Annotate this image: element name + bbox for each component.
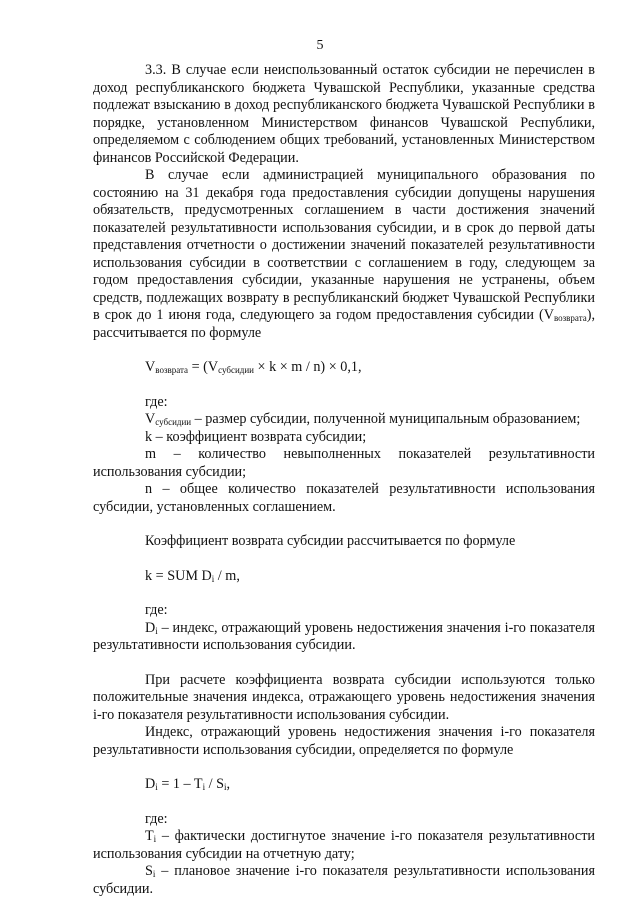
- paragraph-violations-end: ), рассчитывается по формуле: [93, 307, 596, 341]
- paragraph-violations: В случае если администрацией муниципального образования по состоянию на 31 декабря года предоставления субсидии допущены нарушения обязательств, предусмотренных соглашением в части достижения значений показателей результативности использования субсидии, и в срок до первой даты представления отчетности о достижении значений показателей результативности использования субсидии в соответствии с соглашением в году, следующем за годом предоставления субсидии, указанные нарушения не устранены, объем средств, подлежащих возврату в республиканский бюджет Чувашской Республики в срок до 1 июня года, следующего за годом предоставления субсидии $(V_{возврата})$, рассчитывается по формуле: [93, 167, 596, 341]
- where-label-3: где:: [145, 810, 168, 827]
- formula-coefficient: k = SUM $D_i$ / m,: [145, 567, 240, 584]
- page-number: 5: [316, 38, 324, 53]
- paragraph-index: Индекс, отражающий уровень недостижения значения i-го показателя результативности использования субсидии, определяется по формуле: [93, 724, 595, 758]
- v-symbol: V: [543, 307, 554, 323]
- document-body: [93, 62, 595, 898]
- definition-k: k – коэффициент возврата субсидии;: [145, 428, 367, 445]
- paragraph-3-3: 3.3. В случае если неиспользованный остаток субсидии не перечислен в доход республиканского бюджета Чувашской Республики, указанные средства подлежат взысканию в доход республиканского бюджета Чувашской Республики в порядке, установленном Министерством финансов Чувашской Республики, определяемом с соблюдением общих требований, установленных Министерством финансов Российской Федерации.: [93, 62, 595, 166]
- paragraph-positive-values: При расчете коэффициента возврата субсидии используются только положительные значения индекса, отражающего уровень недостижения значения i-го показателя результативности использования субсидии.: [93, 671, 595, 723]
- definition-m: m – количество невыполненных показателей результативности использования субсидии;: [93, 446, 595, 480]
- v-subscript: возврата: [553, 313, 587, 323]
- formula-refund: $V_{возврата} = (V_{субсидии} \times k \times m / n) \times 0,1$,: [145, 359, 362, 375]
- paragraph-violations-text: В случае если администрацией муниципального образования по состоянию на 31 декабря года предоставления субсидии допущены нарушения обязательств, предусмотренных соглашением в части достижения значений показателей результативности использования субсидии, и в срок до первой даты представления отчетности о достижении значений показателей результативности использования субсидии в соответствии с соглашением в году, следующем за годом предоставления субсидии, указанные нарушения не устранены, объем средств, подлежащих возврату в республиканский бюджет Чувашской Республики в срок до 1 июня года, следующего за годом предоставления субсидии: [93, 167, 595, 323]
- paragraph-coefficient: Коэффициент возврата субсидии рассчитывается по формуле: [145, 533, 516, 549]
- definition-n: n – общее количество показателей результативности использования субсидии, установленных соглашением.: [93, 481, 595, 515]
- definition-v-subsidy: $V_{субсидии}$ – размер субсидии, полученной муниципальным образованием;: [145, 411, 581, 427]
- definition-d: $D_i$ – индекс, отражающий уровень недостижения значения i-го показателя результативности использования субсидии.: [93, 619, 595, 653]
- definition-s: $S_i$ – плановое значение i-го показателя результативности использования субсидии.: [93, 863, 595, 897]
- where-label-2: где:: [145, 602, 168, 618]
- definition-t: $T_i$ – фактически достигнутое значение i-го показателя результативности использования субсидии на отчетную дату;: [93, 828, 595, 862]
- formula-index: $D_i = 1 - T_i / S_i$,: [145, 776, 231, 792]
- where-label-1: где:: [145, 393, 168, 410]
